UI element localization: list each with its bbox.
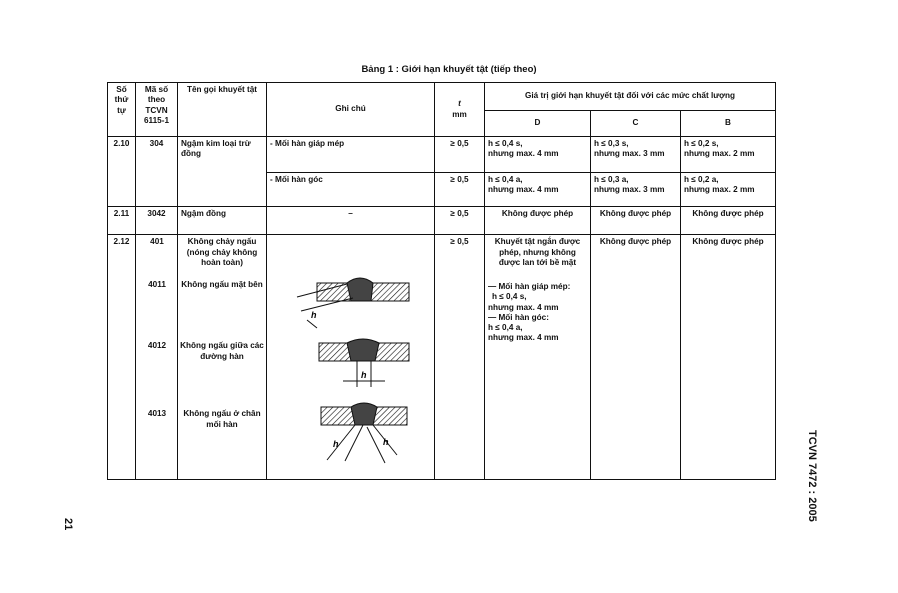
header-so-thu-tu: Số thứ tự xyxy=(108,83,136,137)
limit-max: nhưng max. 4 mm xyxy=(488,333,559,343)
row-number: 2.11 xyxy=(108,207,136,235)
row-t: ≥ 0,5 xyxy=(435,235,485,480)
limit-d xyxy=(485,173,591,207)
limit-b: Không được phép xyxy=(681,207,776,235)
header-level-c: C xyxy=(591,111,681,137)
sub-name-4013: Không ngấu ở chân mối hàn xyxy=(183,409,261,429)
header-ma-so: Mã số theo TCVN 6115-1 xyxy=(136,83,178,137)
h-label: h xyxy=(361,370,367,381)
limit-b xyxy=(681,137,776,173)
limit-value: h ≤ 0,2 s, xyxy=(684,139,719,149)
weld-diagrams xyxy=(267,235,435,480)
row-names xyxy=(178,235,267,480)
limit-c: Không được phép xyxy=(591,235,681,480)
table-row xyxy=(108,207,776,235)
sub-code-4011: 4011 xyxy=(148,280,166,290)
limit-max: nhưng max. 3 mm xyxy=(594,185,665,195)
header-level-b: B xyxy=(681,111,776,137)
limit-value: h ≤ 0,3 s, xyxy=(594,139,629,149)
row-number: 2.10 xyxy=(108,137,136,207)
h-label: h xyxy=(311,310,317,321)
diagram-4013-lack-of-root-fusion xyxy=(321,403,407,463)
limit-max: nhưng max. 4 mm xyxy=(488,149,559,159)
sub-name-4011: Không ngấu mặt bên xyxy=(181,280,263,290)
row-note: – xyxy=(267,207,435,235)
row-name: Không chảy ngấu (nóng chảy không hoàn toàn) xyxy=(186,237,258,267)
limit-value: h ≤ 0,2 a, xyxy=(684,175,719,185)
limit-d xyxy=(485,235,591,480)
limit-c: Không được phép xyxy=(591,207,681,235)
diagram-4011-lack-of-side-fusion xyxy=(297,278,409,328)
table-row xyxy=(108,137,776,173)
limit-c xyxy=(591,137,681,173)
header-ten-goi: Tên gọi khuyết tật xyxy=(178,83,267,137)
page-number: 21 xyxy=(62,518,74,531)
limit-d: Không được phép xyxy=(485,207,591,235)
limit-d-main: Khuyết tật ngắn được phép, nhưng không được lan tới bề mặt xyxy=(494,237,581,267)
limit-d xyxy=(485,137,591,173)
limit-d-fillet-label: — Mối hàn góc: xyxy=(488,312,549,322)
header-level-d: D xyxy=(485,111,591,137)
limit-value: h ≤ 0,4 a, xyxy=(488,175,523,185)
limit-b xyxy=(681,173,776,207)
row-t: ≥ 0,5 xyxy=(435,207,485,235)
table-row xyxy=(108,235,776,480)
row-t: ≥ 0,5 xyxy=(435,137,485,173)
row-note: - Mối hàn góc xyxy=(267,173,435,207)
row-name: Ngậm kim loại trừ đồng xyxy=(178,137,267,207)
limit-max: nhưng max. 2 mm xyxy=(684,149,755,159)
row-note: - Mối hàn giáp mép xyxy=(267,137,435,173)
row-code: 3042 xyxy=(136,207,178,235)
limit-value: h ≤ 0,3 a, xyxy=(594,175,629,185)
defect-limits-table xyxy=(107,82,776,480)
header-t-symbol: t xyxy=(458,99,461,109)
header-t xyxy=(435,83,485,137)
limit-value: h ≤ 0,4 s, xyxy=(488,139,523,149)
limit-max: nhưng max. 4 mm xyxy=(488,302,559,312)
weld-diagrams-svg xyxy=(267,235,435,479)
row-name: Ngậm đồng xyxy=(178,207,267,235)
running-header: TCVN 7472 : 2005 xyxy=(806,430,818,522)
sub-name-4012: Không ngấu giữa các đường hàn xyxy=(180,341,264,361)
h-label: h xyxy=(333,439,339,450)
row-codes xyxy=(136,235,178,480)
row-code: 401 xyxy=(150,237,164,247)
header-gia-tri: Giá trị giới hạn khuyết tật đối với các mức chất lượng xyxy=(485,83,776,111)
limit-max: nhưng max. 4 mm xyxy=(488,185,559,195)
limit-max: nhưng max. 2 mm xyxy=(684,185,755,195)
sub-code-4013: 4013 xyxy=(147,409,167,419)
table-caption: Bảng 1 : Giới hạn khuyết tật (tiếp theo) xyxy=(361,64,537,75)
limit-d-butt-label: — Mối hàn giáp mép: xyxy=(488,282,571,292)
sub-code-4012: 4012 xyxy=(147,341,167,351)
diagram-4012-lack-of-inter-run-fusion xyxy=(319,339,409,387)
row-t: ≥ 0,5 xyxy=(435,173,485,207)
header-ghi-chu: Ghi chú xyxy=(267,83,435,137)
row-code: 304 xyxy=(136,137,178,207)
h-label: h xyxy=(383,437,389,448)
limit-b: Không được phép xyxy=(681,235,776,480)
header-t-unit: mm xyxy=(452,109,467,119)
limit-value: h ≤ 0,4 s, xyxy=(492,292,527,302)
limit-max: nhưng max. 3 mm xyxy=(594,149,665,159)
row-number: 2.12 xyxy=(108,235,136,480)
limit-value: h ≤ 0,4 a, xyxy=(488,323,523,333)
limit-c xyxy=(591,173,681,207)
